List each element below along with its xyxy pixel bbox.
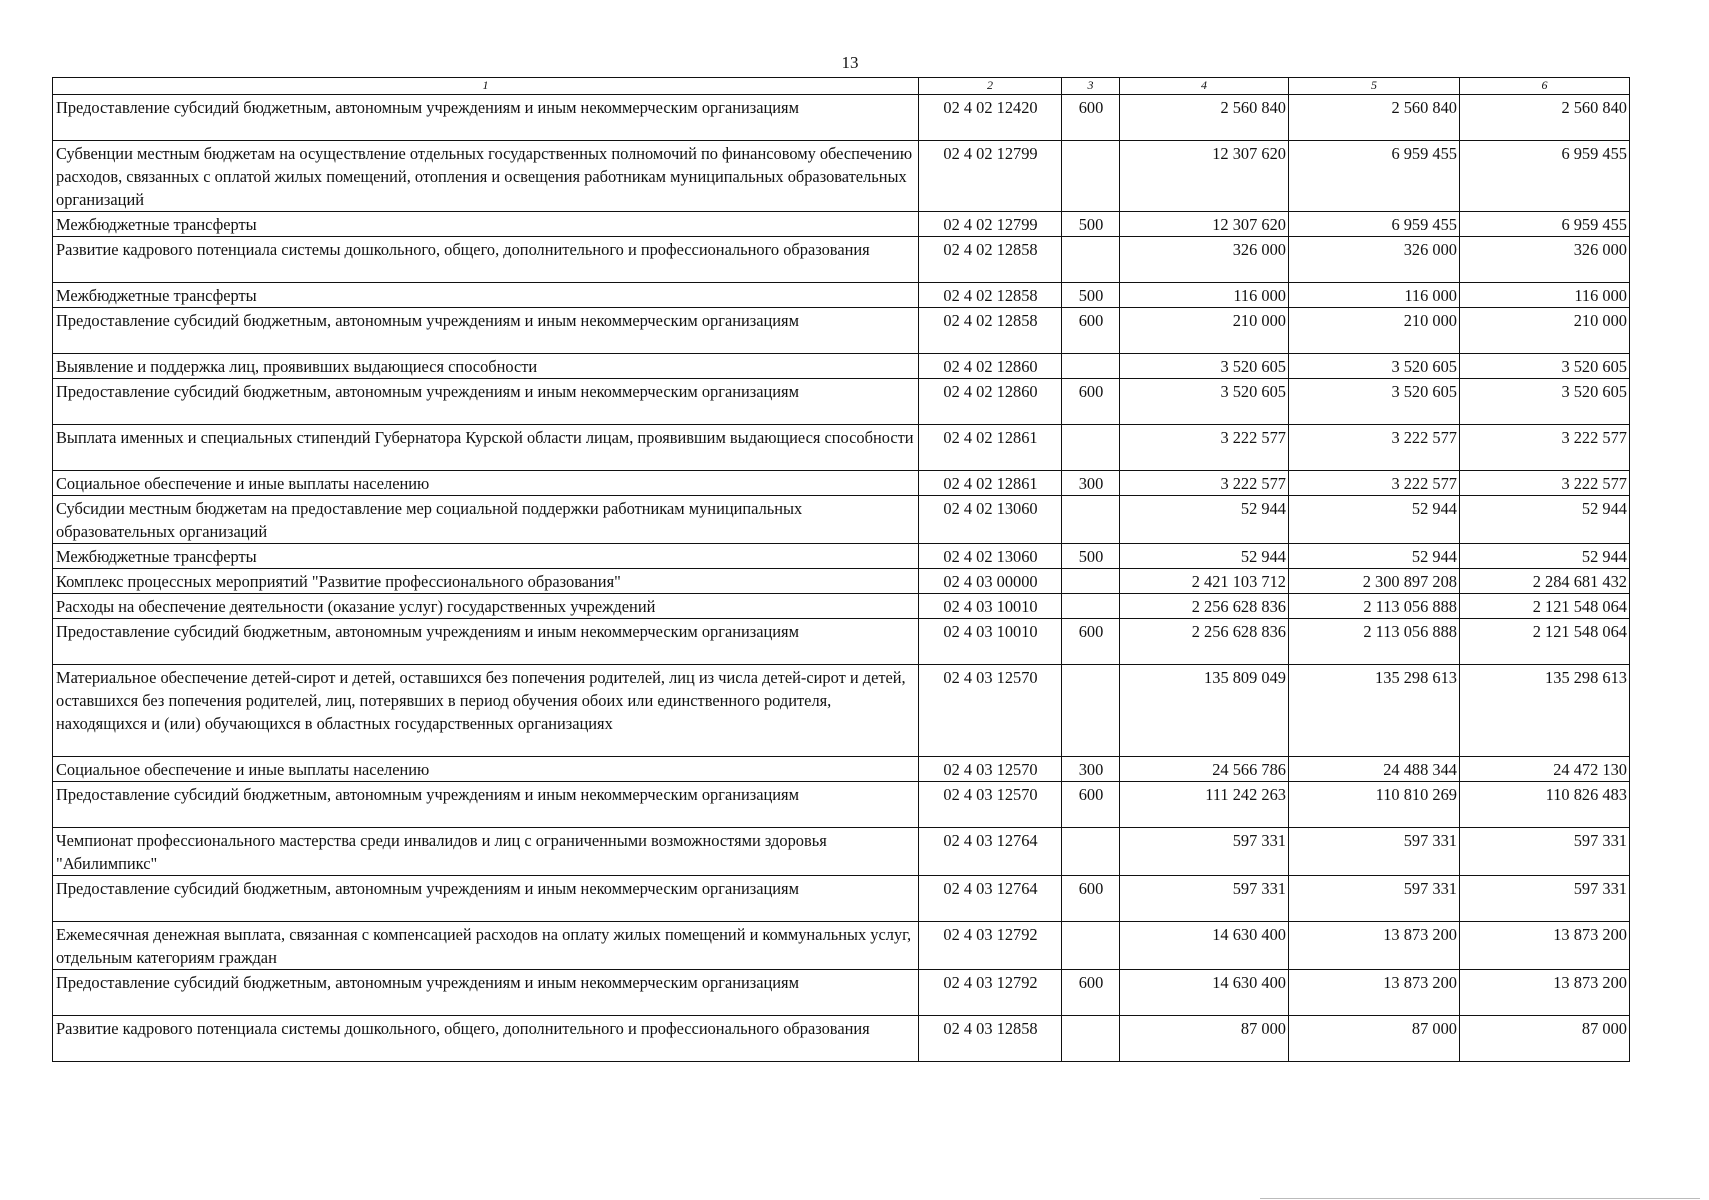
row-value-col6: 3 222 577 xyxy=(1460,471,1630,496)
row-value-col4: 14 630 400 xyxy=(1120,922,1289,970)
table-row xyxy=(53,425,1630,471)
row-value-col4: 597 331 xyxy=(1120,876,1289,922)
row-value-col5: 52 944 xyxy=(1289,544,1460,569)
row-name-cell: Субсидии местным бюджетам на предоставление мер социальной поддержки работникам муниципальных образовательных организаций xyxy=(53,496,919,544)
row-value-col6: 2 560 840 xyxy=(1460,95,1630,141)
row-name-cell: Межбюджетные трансферты xyxy=(53,544,919,569)
row-code-cell: 02 4 02 12858 xyxy=(919,308,1062,354)
row-value-col5: 3 520 605 xyxy=(1289,379,1460,425)
row-value-col6: 3 222 577 xyxy=(1460,425,1630,471)
row-code-cell: 02 4 03 12570 xyxy=(919,665,1062,757)
row-code-cell: 02 4 02 12860 xyxy=(919,354,1062,379)
row-code-cell: 02 4 03 12792 xyxy=(919,970,1062,1016)
column-header-4: 4 xyxy=(1120,78,1289,95)
row-value-col4: 2 421 103 712 xyxy=(1120,569,1289,594)
row-name-cell: Предоставление субсидий бюджетным, автономным учреждениям и иным некоммерческим организациям xyxy=(53,782,919,828)
row-code-cell: 02 4 03 12764 xyxy=(919,828,1062,876)
row-type-cell xyxy=(1062,354,1120,379)
row-name-cell: Предоставление субсидий бюджетным, автономным учреждениям и иным некоммерческим организациям xyxy=(53,379,919,425)
row-code-cell: 02 4 03 12792 xyxy=(919,922,1062,970)
column-header-5: 5 xyxy=(1289,78,1460,95)
row-code-cell: 02 4 02 12858 xyxy=(919,237,1062,283)
row-code-cell: 02 4 02 13060 xyxy=(919,496,1062,544)
row-value-col4: 2 560 840 xyxy=(1120,95,1289,141)
row-value-col6: 135 298 613 xyxy=(1460,665,1630,757)
row-value-col5: 2 560 840 xyxy=(1289,95,1460,141)
row-code-cell: 02 4 02 12858 xyxy=(919,283,1062,308)
row-value-col4: 14 630 400 xyxy=(1120,970,1289,1016)
row-type-cell xyxy=(1062,665,1120,757)
row-value-col5: 2 113 056 888 xyxy=(1289,594,1460,619)
row-type-cell: 300 xyxy=(1062,471,1120,496)
table-header-row xyxy=(53,78,1630,95)
table-row xyxy=(53,471,1630,496)
row-type-cell: 600 xyxy=(1062,379,1120,425)
row-code-cell: 02 4 03 10010 xyxy=(919,594,1062,619)
row-code-cell: 02 4 02 12799 xyxy=(919,141,1062,212)
row-value-col6: 87 000 xyxy=(1460,1016,1630,1062)
table-row xyxy=(53,212,1630,237)
row-value-col4: 597 331 xyxy=(1120,828,1289,876)
row-value-col5: 116 000 xyxy=(1289,283,1460,308)
row-value-col4: 52 944 xyxy=(1120,496,1289,544)
row-type-cell xyxy=(1062,594,1120,619)
table-row xyxy=(53,782,1630,828)
row-value-col5: 87 000 xyxy=(1289,1016,1460,1062)
table-row xyxy=(53,665,1630,757)
table-row xyxy=(53,354,1630,379)
budget-table xyxy=(52,77,1630,1062)
row-value-col6: 597 331 xyxy=(1460,876,1630,922)
row-value-col6: 13 873 200 xyxy=(1460,922,1630,970)
row-name-cell: Расходы на обеспечение деятельности (оказание услуг) государственных учреждений xyxy=(53,594,919,619)
row-name-cell: Ежемесячная денежная выплата, связанная с компенсацией расходов на оплату жилых помещений и коммунальных услуг, отдельным категориям граждан xyxy=(53,922,919,970)
row-name-cell: Субвенции местным бюджетам на осуществление отдельных государственных полномочий по финансовому обеспечению расходов, связанных с оплатой жилых помещений, отопления и освещения работникам муниципальных образовательных организаций xyxy=(53,141,919,212)
row-code-cell: 02 4 02 13060 xyxy=(919,544,1062,569)
row-value-col5: 597 331 xyxy=(1289,828,1460,876)
row-name-cell: Развитие кадрового потенциала системы дошкольного, общего, дополнительного и профессионального образования xyxy=(53,237,919,283)
row-value-col6: 116 000 xyxy=(1460,283,1630,308)
row-name-cell: Предоставление субсидий бюджетным, автономным учреждениям и иным некоммерческим организациям xyxy=(53,970,919,1016)
row-value-col4: 210 000 xyxy=(1120,308,1289,354)
row-code-cell: 02 4 03 12570 xyxy=(919,782,1062,828)
row-value-col4: 2 256 628 836 xyxy=(1120,619,1289,665)
row-value-col4: 111 242 263 xyxy=(1120,782,1289,828)
row-type-cell: 500 xyxy=(1062,283,1120,308)
row-value-col4: 2 256 628 836 xyxy=(1120,594,1289,619)
row-value-col5: 13 873 200 xyxy=(1289,922,1460,970)
table-row xyxy=(53,95,1630,141)
row-value-col5: 3 222 577 xyxy=(1289,471,1460,496)
table-row xyxy=(53,283,1630,308)
row-type-cell xyxy=(1062,496,1120,544)
row-value-col5: 135 298 613 xyxy=(1289,665,1460,757)
table-row xyxy=(53,1016,1630,1062)
row-code-cell: 02 4 03 12570 xyxy=(919,757,1062,782)
row-value-col4: 3 520 605 xyxy=(1120,354,1289,379)
row-code-cell: 02 4 02 12420 xyxy=(919,95,1062,141)
table-row xyxy=(53,308,1630,354)
row-value-col6: 24 472 130 xyxy=(1460,757,1630,782)
row-name-cell: Выявление и поддержка лиц, проявивших выдающиеся способности xyxy=(53,354,919,379)
table-row xyxy=(53,876,1630,922)
row-value-col4: 52 944 xyxy=(1120,544,1289,569)
row-code-cell: 02 4 03 12764 xyxy=(919,876,1062,922)
row-value-col6: 597 331 xyxy=(1460,828,1630,876)
row-name-cell: Социальное обеспечение и иные выплаты населению xyxy=(53,757,919,782)
row-type-cell: 500 xyxy=(1062,212,1120,237)
row-value-col5: 3 520 605 xyxy=(1289,354,1460,379)
row-value-col4: 3 222 577 xyxy=(1120,471,1289,496)
row-code-cell: 02 4 03 12858 xyxy=(919,1016,1062,1062)
row-name-cell: Межбюджетные трансферты xyxy=(53,212,919,237)
row-type-cell: 500 xyxy=(1062,544,1120,569)
row-value-col5: 6 959 455 xyxy=(1289,141,1460,212)
row-value-col4: 24 566 786 xyxy=(1120,757,1289,782)
row-value-col5: 2 300 897 208 xyxy=(1289,569,1460,594)
table-row xyxy=(53,757,1630,782)
row-value-col4: 116 000 xyxy=(1120,283,1289,308)
row-value-col4: 12 307 620 xyxy=(1120,141,1289,212)
row-name-cell: Предоставление субсидий бюджетным, автономным учреждениям и иным некоммерческим организациям xyxy=(53,308,919,354)
row-value-col6: 2 284 681 432 xyxy=(1460,569,1630,594)
row-name-cell: Предоставление субсидий бюджетным, автономным учреждениям и иным некоммерческим организациям xyxy=(53,619,919,665)
row-value-col6: 52 944 xyxy=(1460,544,1630,569)
row-type-cell: 600 xyxy=(1062,876,1120,922)
row-code-cell: 02 4 02 12860 xyxy=(919,379,1062,425)
row-value-col5: 110 810 269 xyxy=(1289,782,1460,828)
row-value-col6: 52 944 xyxy=(1460,496,1630,544)
row-name-cell: Комплекс процессных мероприятий "Развитие профессионального образования" xyxy=(53,569,919,594)
row-value-col5: 597 331 xyxy=(1289,876,1460,922)
row-value-col5: 6 959 455 xyxy=(1289,212,1460,237)
table-row xyxy=(53,970,1630,1016)
row-name-cell: Выплата именных и специальных стипендий Губернатора Курской области лицам, проявившим выдающиеся способности xyxy=(53,425,919,471)
row-type-cell xyxy=(1062,828,1120,876)
page-number: 13 xyxy=(841,53,859,72)
row-value-col6: 6 959 455 xyxy=(1460,141,1630,212)
table-row xyxy=(53,544,1630,569)
row-code-cell: 02 4 03 00000 xyxy=(919,569,1062,594)
table-row xyxy=(53,828,1630,876)
column-header-2: 2 xyxy=(919,78,1062,95)
row-type-cell xyxy=(1062,237,1120,283)
table-row xyxy=(53,569,1630,594)
row-value-col4: 326 000 xyxy=(1120,237,1289,283)
row-value-col6: 326 000 xyxy=(1460,237,1630,283)
table-row xyxy=(53,379,1630,425)
row-value-col5: 326 000 xyxy=(1289,237,1460,283)
row-value-col6: 2 121 548 064 xyxy=(1460,619,1630,665)
row-type-cell: 600 xyxy=(1062,95,1120,141)
row-name-cell: Предоставление субсидий бюджетным, автономным учреждениям и иным некоммерческим организациям xyxy=(53,95,919,141)
table-row xyxy=(53,594,1630,619)
row-value-col6: 6 959 455 xyxy=(1460,212,1630,237)
row-code-cell: 02 4 02 12799 xyxy=(919,212,1062,237)
row-value-col5: 210 000 xyxy=(1289,308,1460,354)
row-value-col6: 110 826 483 xyxy=(1460,782,1630,828)
column-header-6: 6 xyxy=(1460,78,1630,95)
column-header-3: 3 xyxy=(1062,78,1120,95)
row-name-cell: Предоставление субсидий бюджетным, автономным учреждениям и иным некоммерческим организациям xyxy=(53,876,919,922)
scan-edge-line xyxy=(1260,1198,1700,1199)
row-type-cell xyxy=(1062,922,1120,970)
row-value-col4: 3 520 605 xyxy=(1120,379,1289,425)
row-value-col4: 12 307 620 xyxy=(1120,212,1289,237)
row-type-cell xyxy=(1062,141,1120,212)
row-value-col5: 24 488 344 xyxy=(1289,757,1460,782)
row-value-col6: 2 121 548 064 xyxy=(1460,594,1630,619)
row-type-cell: 600 xyxy=(1062,308,1120,354)
row-value-col5: 2 113 056 888 xyxy=(1289,619,1460,665)
row-value-col5: 13 873 200 xyxy=(1289,970,1460,1016)
table-row xyxy=(53,922,1630,970)
row-type-cell xyxy=(1062,569,1120,594)
row-value-col4: 3 222 577 xyxy=(1120,425,1289,471)
row-name-cell: Материальное обеспечение детей-сирот и детей, оставшихся без попечения родителей, лиц из числа детей-сирот и детей, оставшихся без попечения родителей, лиц, потерявших в период обучения обоих или единственного родителя, находящихся и (или) обучающихся в областных государственных организациях xyxy=(53,665,919,757)
table-row xyxy=(53,619,1630,665)
row-name-cell: Межбюджетные трансферты xyxy=(53,283,919,308)
row-code-cell: 02 4 02 12861 xyxy=(919,425,1062,471)
row-value-col4: 135 809 049 xyxy=(1120,665,1289,757)
row-type-cell: 600 xyxy=(1062,782,1120,828)
row-value-col6: 3 520 605 xyxy=(1460,379,1630,425)
row-type-cell: 300 xyxy=(1062,757,1120,782)
row-type-cell: 600 xyxy=(1062,970,1120,1016)
row-value-col4: 87 000 xyxy=(1120,1016,1289,1062)
row-code-cell: 02 4 03 10010 xyxy=(919,619,1062,665)
table-body xyxy=(53,95,1630,1062)
row-value-col6: 13 873 200 xyxy=(1460,970,1630,1016)
row-type-cell xyxy=(1062,425,1120,471)
table-row xyxy=(53,237,1630,283)
row-name-cell: Социальное обеспечение и иные выплаты населению xyxy=(53,471,919,496)
row-value-col5: 3 222 577 xyxy=(1289,425,1460,471)
row-type-cell: 600 xyxy=(1062,619,1120,665)
row-name-cell: Чемпионат профессионального мастерства среди инвалидов и лиц с ограниченными возможностями здоровья "Абилимпикс" xyxy=(53,828,919,876)
row-name-cell: Развитие кадрового потенциала системы дошкольного, общего, дополнительного и профессионального образования xyxy=(53,1016,919,1062)
column-header-1: 1 xyxy=(53,78,919,95)
row-code-cell: 02 4 02 12861 xyxy=(919,471,1062,496)
row-value-col6: 210 000 xyxy=(1460,308,1630,354)
table-row xyxy=(53,496,1630,544)
row-value-col5: 52 944 xyxy=(1289,496,1460,544)
row-type-cell xyxy=(1062,1016,1120,1062)
row-value-col6: 3 520 605 xyxy=(1460,354,1630,379)
table-row xyxy=(53,141,1630,212)
